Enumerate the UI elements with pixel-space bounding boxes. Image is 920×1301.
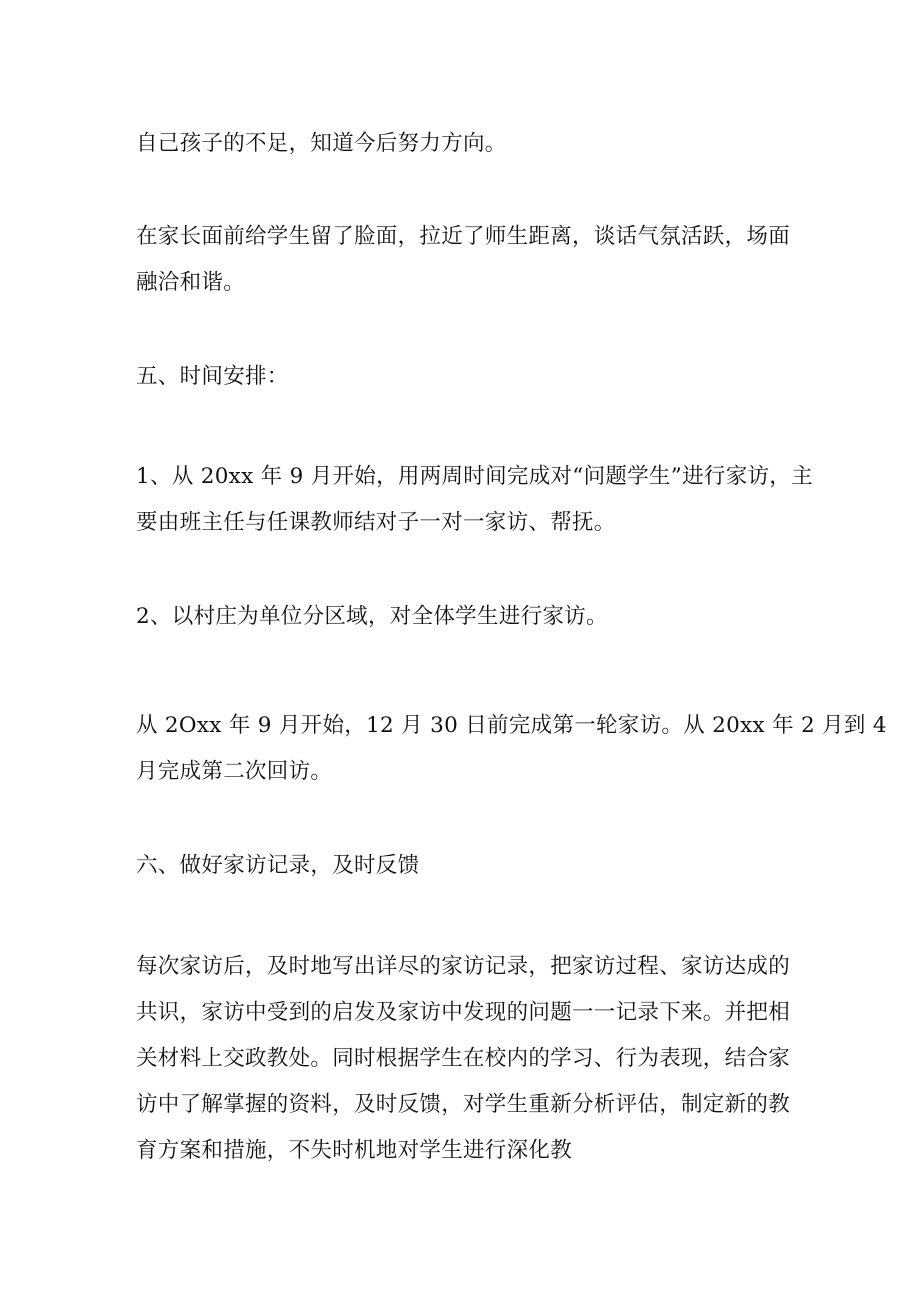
section-heading-records <box>136 843 796 889</box>
text-line: 在家长面前给学生留了脸面，拉近了师生距离，谈话气氛活跃，场面 <box>136 224 791 249</box>
text-line: 共识，家访中受到的启发及家访中发现的问题一一记录下来。并把相 <box>136 1000 791 1025</box>
text-line: 月完成第二次回访。 <box>136 759 333 784</box>
text-line: 访中了解掌握的资料，及时反馈，对学生重新分析评估，制定新的教 <box>136 1092 791 1117</box>
paragraph-item-2 <box>136 594 796 640</box>
text-line: 融洽和谐。 <box>136 270 246 295</box>
text-line: 育方案和措施，不失时机地对学生进行深化教 <box>136 1138 573 1163</box>
text-line: 每次家访后，及时地写出详尽的家访记录，把家访过程、家访达成的 <box>136 954 791 979</box>
paragraph-face-saving <box>136 214 796 306</box>
paragraph-records-detail <box>136 944 796 1174</box>
text-line: 1、从 20xx 年 9 月开始，用两周时间完成对“问题学生”进行家访，主 <box>136 464 813 489</box>
text-line: 六、做好家访记录，及时反馈 <box>136 853 420 878</box>
text-line: 2、以村庄为单位分区域，对全体学生进行家访。 <box>136 604 608 629</box>
section-heading-schedule <box>136 354 796 400</box>
text-line: 自己孩子的不足，知道今后努力方向。 <box>136 131 507 156</box>
text-line: 关材料上交政教处。同时根据学生在校内的学习、行为表现，结合家 <box>136 1046 791 1071</box>
text-line: 五、时间安排： <box>136 364 289 389</box>
paragraph-child-shortcomings <box>136 121 796 167</box>
text-line: 从 2Oxx 年 9 月开始，12 月 30 日前完成第一轮家访。从 20xx 年 2 月到 4 <box>136 713 887 738</box>
paragraph-item-1 <box>136 454 813 546</box>
text-line: 要由班主任与任课教师结对子一对一家访、帮抚。 <box>136 510 616 535</box>
paragraph-timeline <box>136 703 887 795</box>
